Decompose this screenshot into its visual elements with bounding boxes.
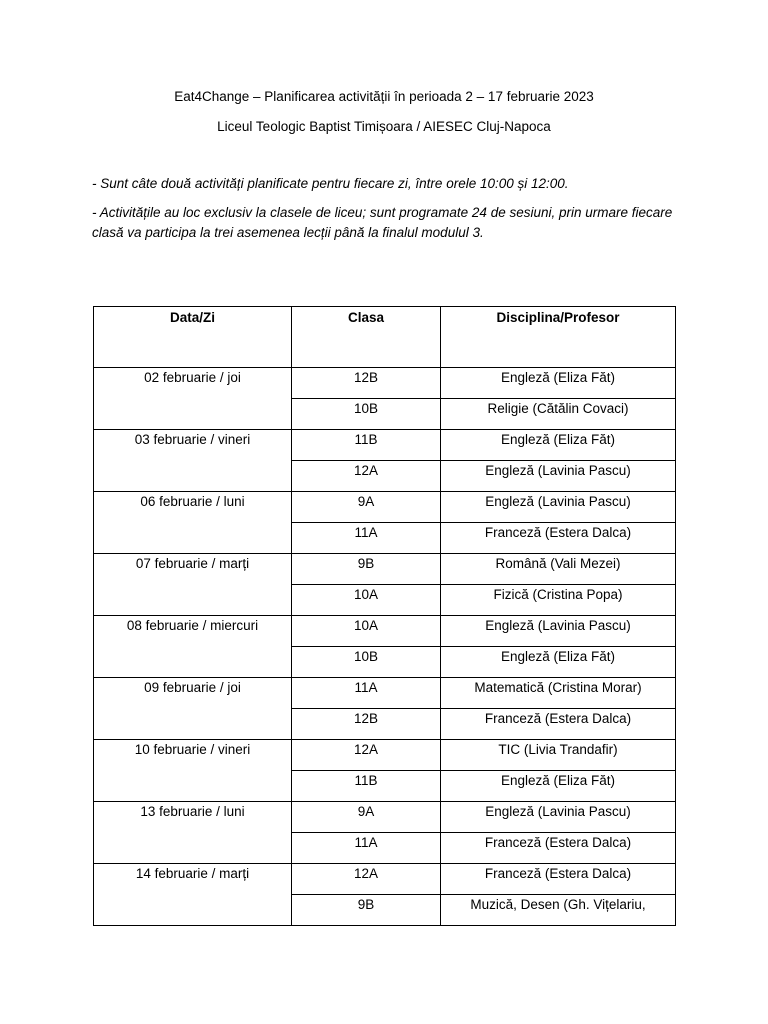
table-row xyxy=(94,802,676,833)
class-cell: 9B xyxy=(292,554,441,585)
table-row xyxy=(94,554,676,585)
class-cell: 11B xyxy=(292,771,441,802)
day-cell: 08 februarie / miercuri xyxy=(94,616,292,678)
class-cell: 10B xyxy=(292,399,441,430)
subject-cell: Franceză (Estera Dalca) xyxy=(441,709,676,740)
class-cell: 10B xyxy=(292,647,441,678)
schedule-table xyxy=(93,306,676,926)
class-cell: 12A xyxy=(292,864,441,895)
class-cell: 11A xyxy=(292,678,441,709)
document-subtitle: Liceul Teologic Baptist Timișoara / AIESEC Cluj-Napoca xyxy=(217,119,551,134)
class-cell: 11B xyxy=(292,430,441,461)
subject-cell: Engleză (Eliza Făt) xyxy=(441,430,676,461)
class-cell: 12B xyxy=(292,368,441,399)
class-cell: 10A xyxy=(292,585,441,616)
day-cell: 06 februarie / luni xyxy=(94,492,292,554)
subject-cell: Engleză (Lavinia Pascu) xyxy=(441,492,676,523)
day-cell: 14 februarie / marți xyxy=(94,864,292,926)
day-cell: 10 februarie / vineri xyxy=(94,740,292,802)
subject-cell: Franceză (Estera Dalca) xyxy=(441,864,676,895)
subject-cell: Matematică (Cristina Morar) xyxy=(441,678,676,709)
header-subject: Disciplina/Profesor xyxy=(441,307,676,368)
document-title: Eat4Change – Planificarea activității în perioada 2 – 17 februarie 2023 xyxy=(174,89,594,104)
class-cell: 10A xyxy=(292,616,441,647)
subject-cell: Franceză (Estera Dalca) xyxy=(441,833,676,864)
day-cell: 13 februarie / luni xyxy=(94,802,292,864)
subject-cell: Engleză (Eliza Făt) xyxy=(441,368,676,399)
subject-cell: Engleză (Eliza Făt) xyxy=(441,647,676,678)
subject-cell: Engleză (Lavinia Pascu) xyxy=(441,461,676,492)
class-cell: 9A xyxy=(292,802,441,833)
class-cell: 9B xyxy=(292,895,441,926)
table-row xyxy=(94,368,676,399)
subject-cell: Română (Vali Mezei) xyxy=(441,554,676,585)
table-header-row xyxy=(94,307,676,368)
class-cell: 12A xyxy=(292,740,441,771)
class-cell: 12B xyxy=(292,709,441,740)
subject-cell: Fizică (Cristina Popa) xyxy=(441,585,676,616)
class-cell: 11A xyxy=(292,833,441,864)
table-row xyxy=(94,678,676,709)
subject-cell: TIC (Livia Trandafir) xyxy=(441,740,676,771)
table-row xyxy=(94,430,676,461)
subject-cell: Franceză (Estera Dalca) xyxy=(441,523,676,554)
day-cell: 09 februarie / joi xyxy=(94,678,292,740)
table-row xyxy=(94,616,676,647)
class-cell: 11A xyxy=(292,523,441,554)
subject-cell: Engleză (Lavinia Pascu) xyxy=(441,616,676,647)
subject-cell: Religie (Cătălin Covaci) xyxy=(441,399,676,430)
header-class: Clasa xyxy=(292,307,441,368)
table-row xyxy=(94,740,676,771)
day-cell: 07 februarie / marți xyxy=(94,554,292,616)
subject-cell: Muzică, Desen (Gh. Vițelariu, xyxy=(441,895,676,926)
class-cell: 12A xyxy=(292,461,441,492)
day-cell: 02 februarie / joi xyxy=(94,368,292,430)
header-date: Data/Zi xyxy=(94,307,292,368)
note-sessions-info: - Activitățile au loc exclusiv la clasele de liceu; sunt programate 24 de sesiuni, prin urmare fiecare clasă va participa la trei asemenea lecții până la finalul modulul 3. xyxy=(92,205,673,240)
table-row xyxy=(94,864,676,895)
class-cell: 9A xyxy=(292,492,441,523)
day-cell: 03 februarie / vineri xyxy=(94,430,292,492)
subject-cell: Engleză (Lavinia Pascu) xyxy=(441,802,676,833)
subject-cell: Engleză (Eliza Făt) xyxy=(441,771,676,802)
note-schedule-times: - Sunt câte două activități planificate pentru fiecare zi, între orele 10:00 și 12:00. xyxy=(92,176,569,191)
table-row xyxy=(94,492,676,523)
